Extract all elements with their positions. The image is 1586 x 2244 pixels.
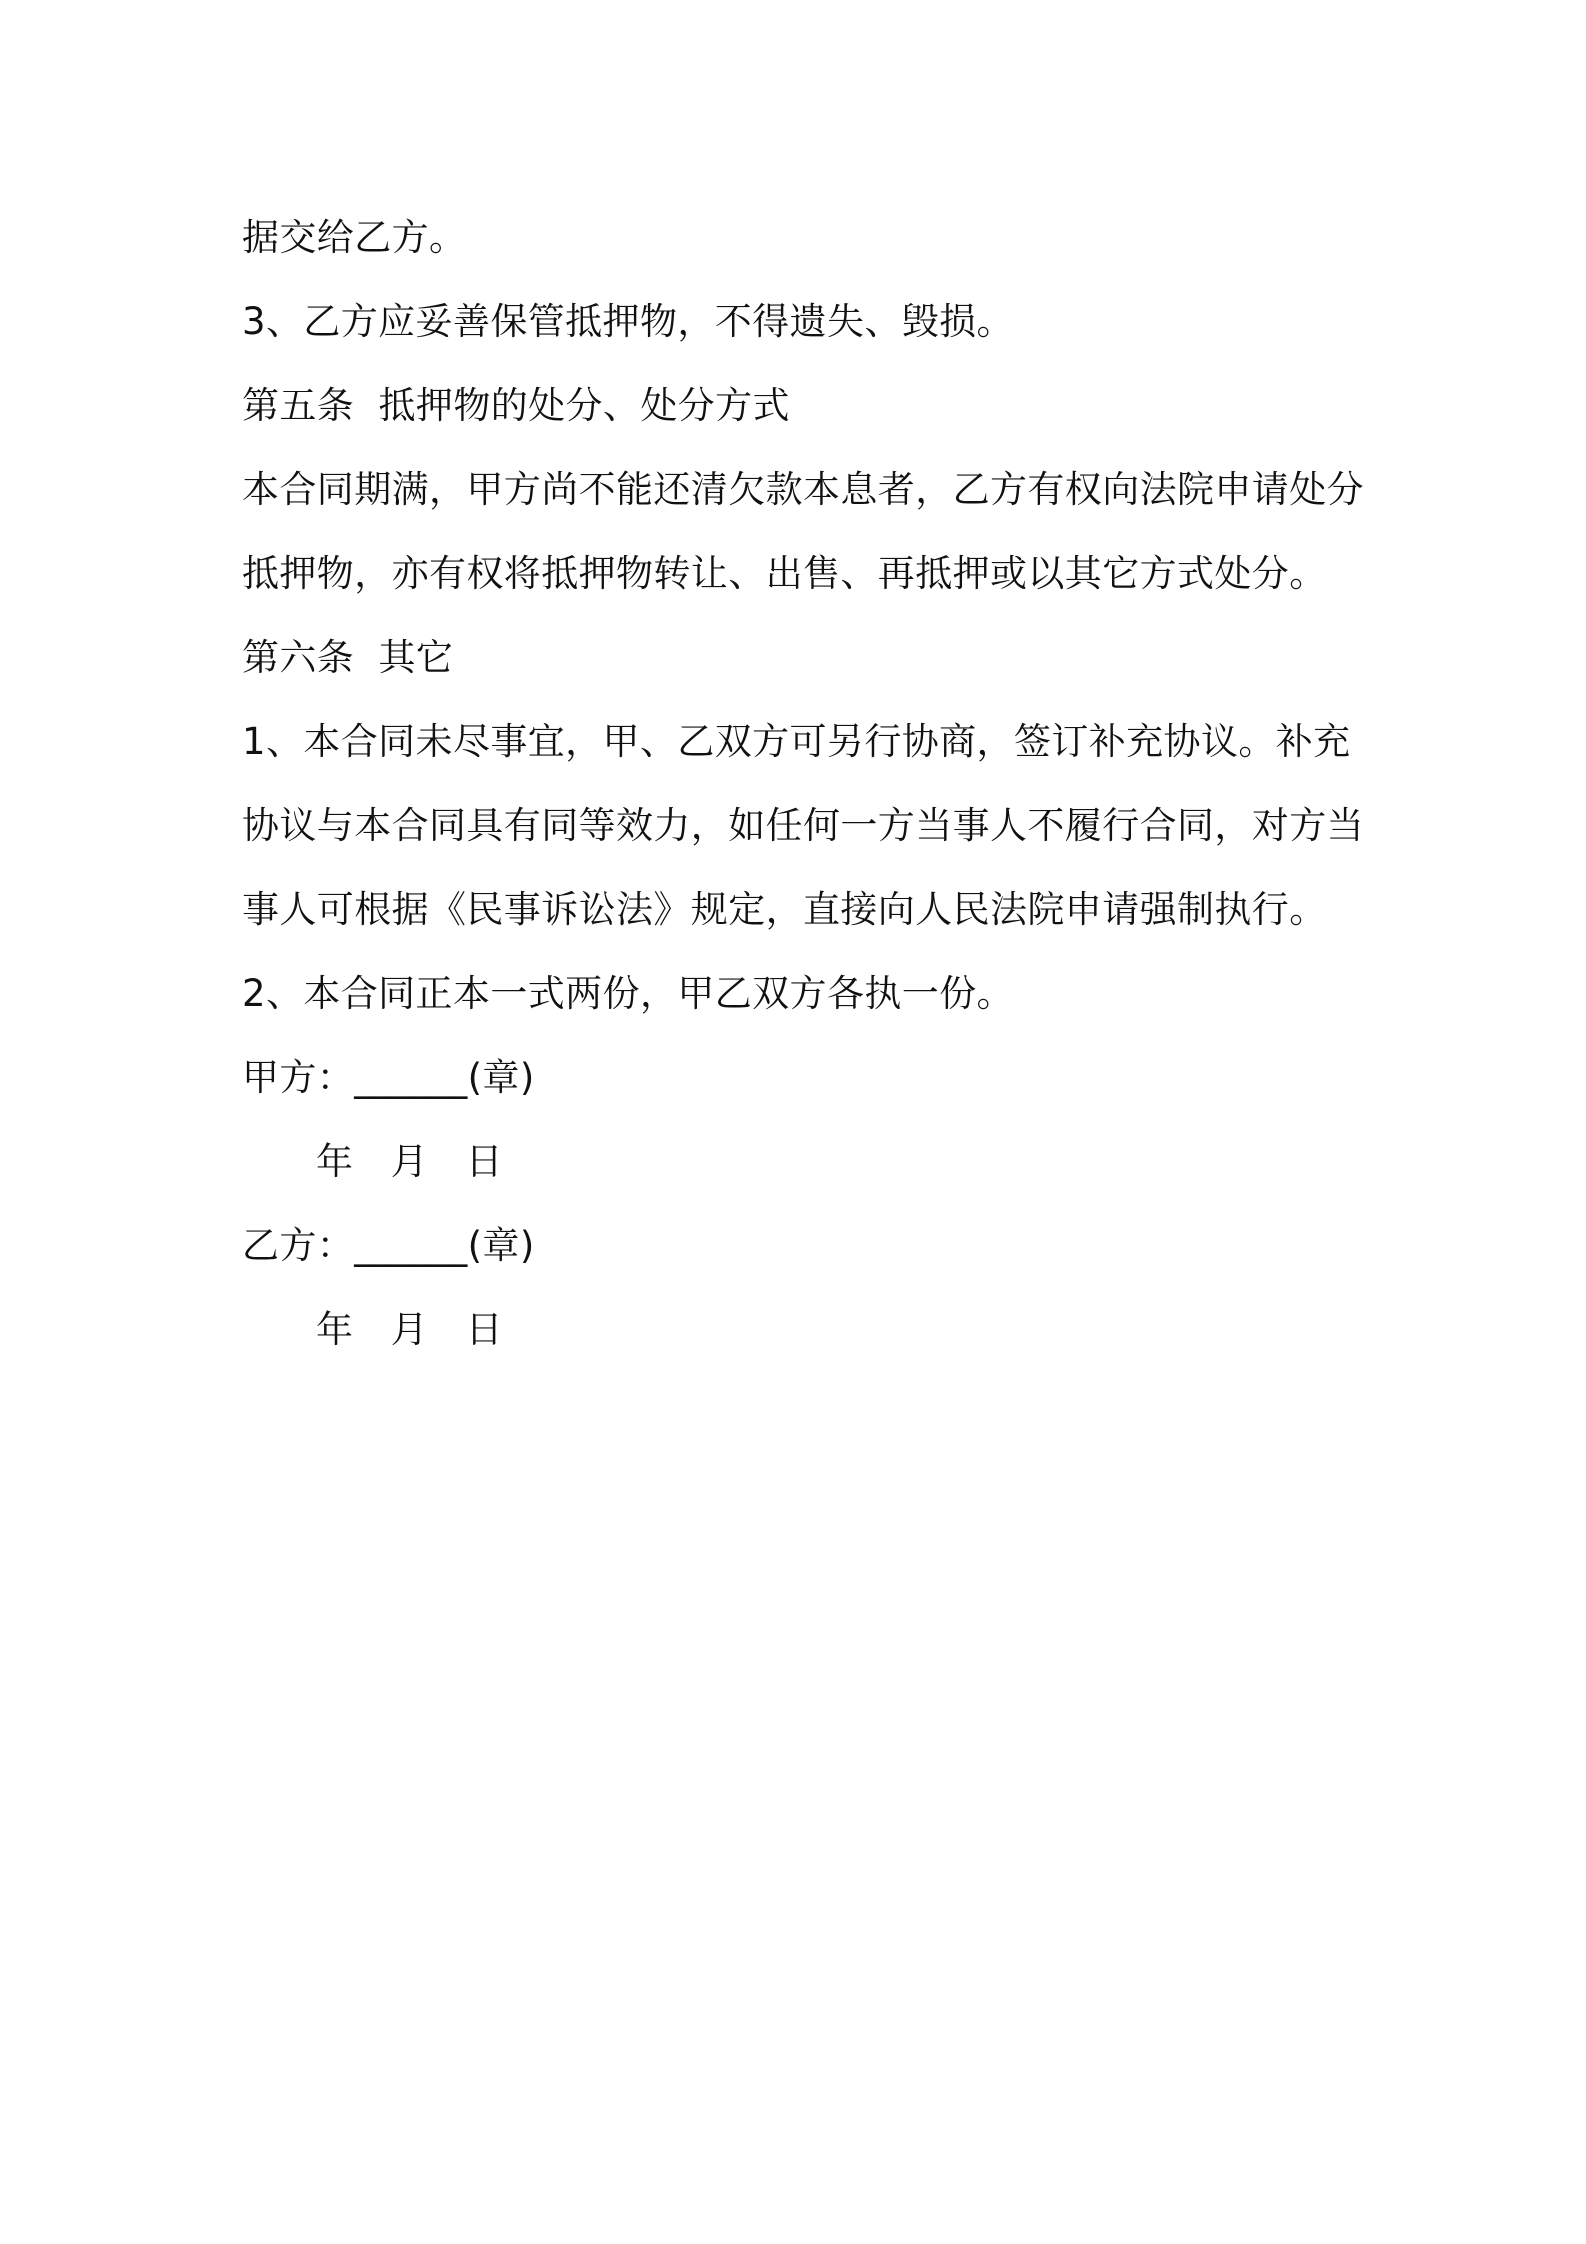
paragraph-line: 协议与本合同具有同等效力，如任何一方当事人不履行合同，对方当	[242, 804, 1364, 847]
document-body	[242, 196, 1362, 1372]
article-heading-6: 第六条 其它	[242, 636, 454, 679]
party-a-signature-line: 甲方：______(章)	[242, 1056, 535, 1099]
party-b-date-line: 年 月 日	[316, 1308, 503, 1351]
paragraph-line: 本合同期满，甲方尚不能还清欠款本息者，乙方有权向法院申请处分	[242, 468, 1364, 511]
clause-item-1: 1、本合同未尽事宜，甲、乙双方可另行协商，签订补充协议。补充	[242, 720, 1351, 763]
article-heading-5: 第五条 抵押物的处分、处分方式	[242, 384, 790, 427]
paragraph-line: 据交给乙方。	[242, 216, 467, 259]
party-a-date-line: 年 月 日	[316, 1140, 503, 1183]
paragraph-line: 事人可根据《民事诉讼法》规定，直接向人民法院申请强制执行。	[242, 888, 1327, 931]
clause-item-3: 3、乙方应妥善保管抵押物，不得遗失、毁损。	[242, 300, 1014, 343]
party-b-signature-line: 乙方：______(章)	[242, 1224, 535, 1267]
paragraph-line: 抵押物，亦有权将抵押物转让、出售、再抵押或以其它方式处分。	[242, 552, 1327, 595]
clause-item-2: 2、本合同正本一式两份，甲乙双方各执一份。	[242, 972, 1014, 1015]
